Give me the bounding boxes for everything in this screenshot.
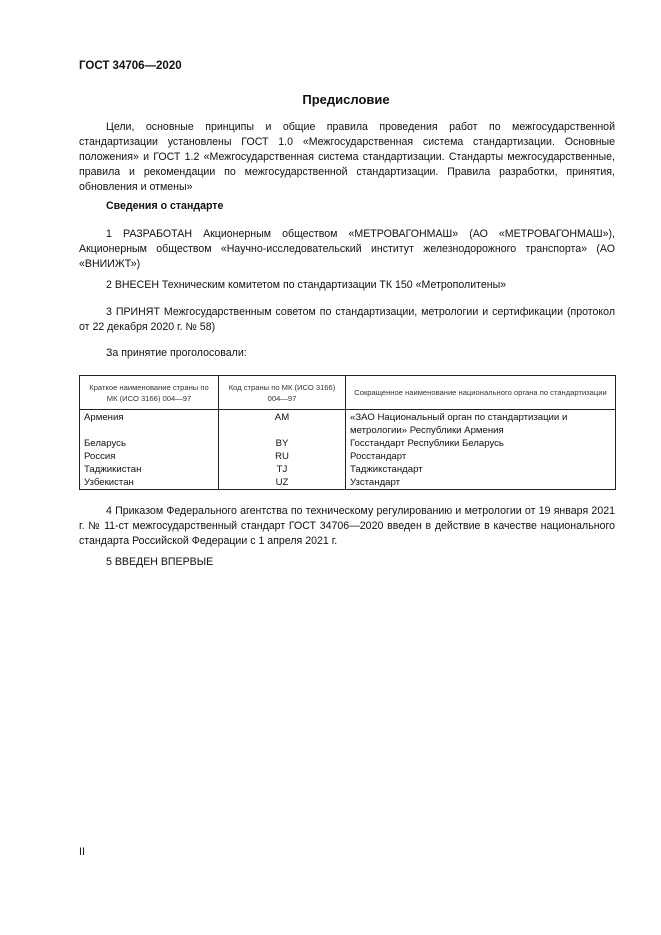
item-4-paragraph: 4 Приказом Федерального агентства по техническому регулированию и метрологии от 19 января 2021 г. № 11-ст межгосударственный стандарт ГОСТ 34706—2020 введен в действие в качестве национального стандарта Российской Федерации с 1 апреля 2021 г.	[79, 505, 615, 547]
intro-paragraph: Цели, основные принципы и общие правила проведения работ по межгосударственной стандартизации установлены ГОСТ 1.0 «Межгосударственная система стандартизации. Основные положения» и ГОСТ 1.2 «Межгосударственная система стандартизации. Стандарты межгосударственные, правила и рекомендации по межгосударственной стандартизации. Правила разработки, принятия, обновления и отмены»	[79, 121, 615, 193]
item-5-paragraph: 5 ВВЕДЕН ВПЕРВЫЕ	[106, 556, 214, 568]
table-cell-body: Узстандарт	[346, 476, 616, 490]
table-header-country: Краткое наименование страны по МК (ИСО 3166) 004—97	[80, 376, 219, 410]
item-1-paragraph: 1 РАЗРАБОТАН Акционерным обществом «МЕТРОВАГОНМАШ» (АО «МЕТРОВАГОНМАШ»), Акционерным обществом «Научно-исследовательский институт железнодорожного транспорта» (АО «ВНИИЖТ»)	[79, 228, 615, 270]
section-heading: Сведения о стандарте	[106, 200, 224, 212]
item-2-paragraph: 2 ВНЕСЕН Техническим комитетом по стандартизации ТК 150 «Метрополитены»	[106, 279, 507, 291]
table-cell-country: Беларусь	[80, 437, 219, 450]
table-row	[80, 463, 616, 476]
page-title: Предисловие	[302, 92, 390, 107]
table-cell-body: Таджикстандарт	[346, 463, 616, 476]
table-header-row	[80, 376, 616, 410]
table-cell-code: BY	[219, 437, 346, 450]
table-header-body: Сокращенное наименование национального органа по стандартизации	[346, 376, 616, 410]
table-cell-code: UZ	[219, 476, 346, 490]
table-row	[80, 437, 616, 450]
voted-label: За принятие проголосовали:	[106, 347, 247, 359]
table-cell-code: AM	[219, 410, 346, 438]
table-cell-country: Армения	[80, 410, 219, 438]
page-number: II	[79, 846, 85, 858]
table-header-code: Код страны по МК (ИСО 3166) 004—97	[219, 376, 346, 410]
table-cell-code: TJ	[219, 463, 346, 476]
document-header: ГОСТ 34706—2020	[79, 60, 182, 72]
table-row	[80, 410, 616, 438]
table-row	[80, 476, 616, 490]
table-cell-body: «ЗАО Национальный орган по стандартизации и метрологии» Республики Армения	[346, 410, 616, 438]
voting-table	[79, 375, 616, 490]
table-cell-country: Узбекистан	[80, 476, 219, 490]
table-cell-body: Госстандарт Республики Беларусь	[346, 437, 616, 450]
table-cell-country: Россия	[80, 450, 219, 463]
item-3-paragraph: 3 ПРИНЯТ Межгосударственным советом по стандартизации, метрологии и сертификации (протокол от 22 декабря 2020 г. № 58)	[79, 306, 615, 333]
table-cell-body: Росстандарт	[346, 450, 616, 463]
table-cell-code: RU	[219, 450, 346, 463]
table-cell-country: Таджикистан	[80, 463, 219, 476]
table-row	[80, 450, 616, 463]
